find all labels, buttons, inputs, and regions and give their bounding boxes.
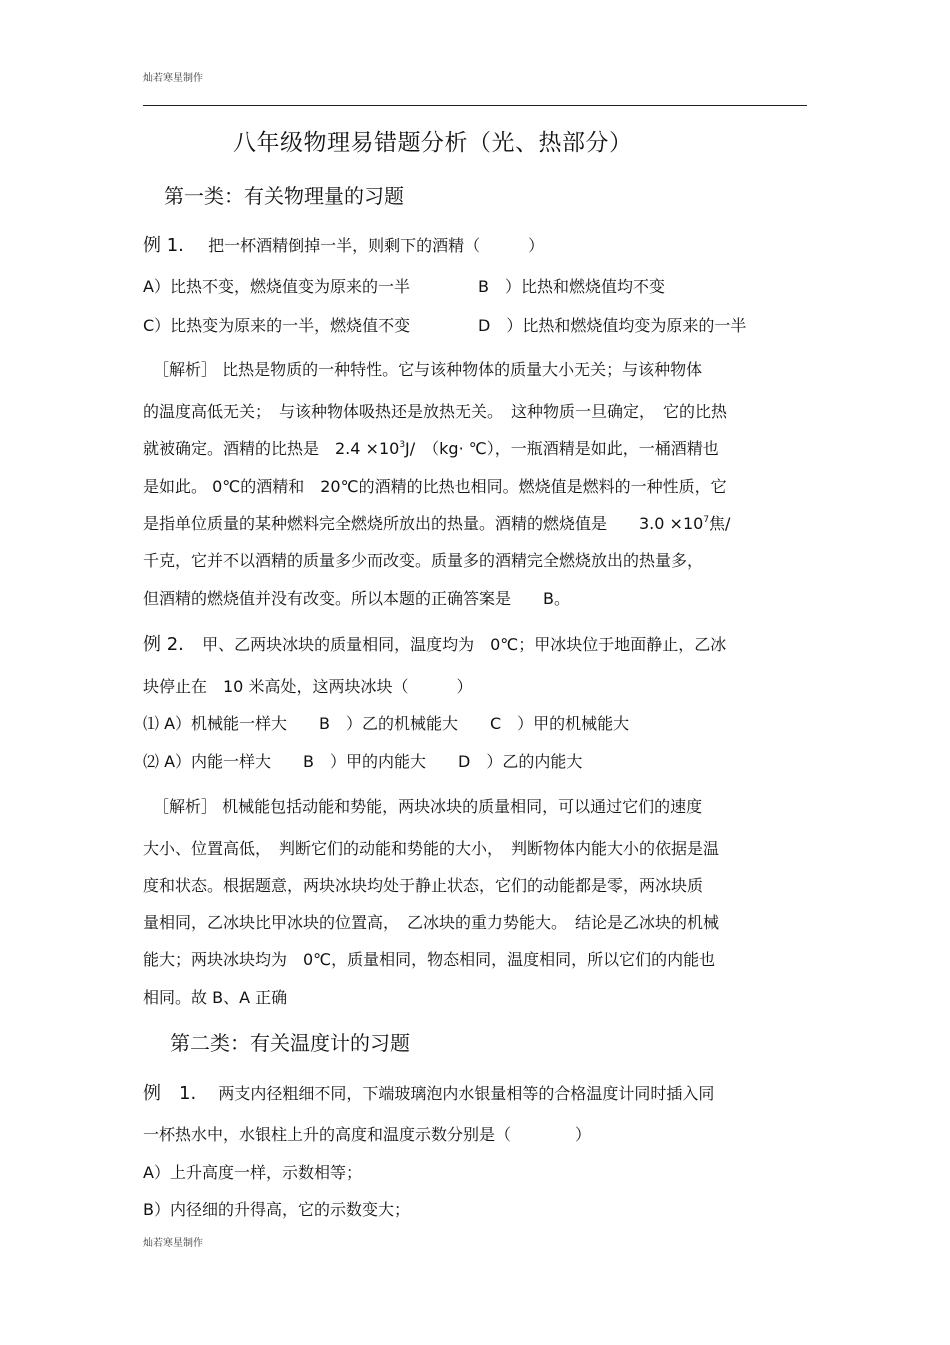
sub-question: ⑵ A）内能一样大 B ）甲的内能大 D ）乙的内能大 [143, 752, 583, 771]
analysis-line [143, 511, 730, 534]
analysis-text: 就被确定。酒精的比热是 2.4 ×10 [143, 439, 400, 458]
analysis-line: ［解析］ 机械能包括动能和势能，两块冰块的质量相同，可以通过它们的速度 [153, 797, 703, 816]
question-number: 例 1. [143, 235, 184, 256]
section-heading-2: 第二类：有关温度计的习题 [170, 1031, 410, 1055]
analysis-line [143, 436, 719, 459]
exponent: 7 [703, 515, 710, 525]
exponent: 3 [399, 440, 406, 450]
question-number: 例 2. [143, 634, 184, 655]
analysis-line: 的温度高低无关； 与该种物体吸热还是放热无关。 这种物质一旦确定， 它的比热 [143, 402, 728, 421]
sub-question: ⑴ A）机械能一样大 B ）乙的机械能大 C ）甲的机械能大 [143, 714, 630, 733]
question-text: 把一杯酒精倒掉一半，则剩下的酒精（ ） [208, 236, 545, 255]
question-line [143, 1079, 714, 1105]
question-number: 例 1. [143, 1083, 197, 1104]
option-a: A）比热不变，燃烧值变为原来的一半 [143, 277, 410, 296]
analysis-line: 千克，它并不以酒精的质量多少而改变。质量多的酒精完全燃烧放出的热量多， [143, 551, 704, 570]
question-text: 两支内径粗细不同，下端玻璃泡内水银量相等的合格温度计同时插入同 [218, 1084, 715, 1103]
section-heading-1: 第一类：有关物理量的习题 [164, 184, 404, 208]
analysis-text: J/ （kg· ℃），一瓶酒精是如此，一桶酒精也 [405, 439, 719, 458]
analysis-line: ［解析］ 比热是物质的一种特性。它与该种物体的质量大小无关；与该种物体 [153, 360, 703, 379]
question-text: 甲、乙两块冰块的质量相同，温度均为 0℃；甲冰块位于地面静止，乙冰 [202, 635, 727, 654]
analysis-line: 但酒精的燃烧值并没有改变。所以本题的正确答案是 B。 [143, 589, 570, 608]
header-note: 灿若寒星制作 [143, 73, 203, 84]
option-c: C）比热变为原来的一半，燃烧值不变 [143, 316, 411, 335]
question-line: 一杯热水中，水银柱上升的高度和温度示数分别是（ ） [143, 1125, 592, 1144]
footer-note: 灿若寒星制作 [143, 1238, 203, 1249]
option-a: A）上升高度一样，示数相等； [143, 1163, 362, 1182]
analysis-line: 相同。故 B、A 正确 [143, 988, 288, 1007]
question-line: 块停止在 10 米高处，这两块冰块（ ） [143, 677, 473, 696]
analysis-line: 大小、位置高低， 判断它们的动能和势能的大小， 判断物体内能大小的依据是温 [143, 839, 720, 858]
option-b: B ）比热和燃烧值均不变 [478, 277, 665, 296]
header-rule [143, 105, 807, 106]
analysis-text: 是指单位质量的某种燃料完全燃烧所放出的热量。酒精的燃烧值是 3.0 ×10 [143, 514, 704, 533]
analysis-line: 能大；两块冰块均为 0℃，质量相同，物态相同，温度相同，所以它们的内能也 [143, 950, 716, 969]
option-b: B）内径细的升得高，它的示数变大； [143, 1200, 410, 1219]
analysis-line: 度和状态。根据题意，两块冰块均处于静止状态，它们的动能都是零，两冰块质 [143, 876, 704, 895]
page-title: 八年级物理易错题分析（光、热部分） [233, 130, 633, 156]
analysis-line: 是如此。 0℃的酒精和 20℃的酒精的比热也相同。燃烧值是燃料的一种性质，它 [143, 477, 727, 496]
analysis-text: 焦/ [709, 514, 731, 533]
option-d: D ）比热和燃烧值均变为原来的一半 [478, 316, 747, 335]
question-line [143, 630, 726, 656]
question-line [143, 231, 544, 257]
analysis-line: 量相同，乙冰块比甲冰块的位置高， 乙冰块的重力势能大。 结论是乙冰块的机械 [143, 913, 720, 932]
